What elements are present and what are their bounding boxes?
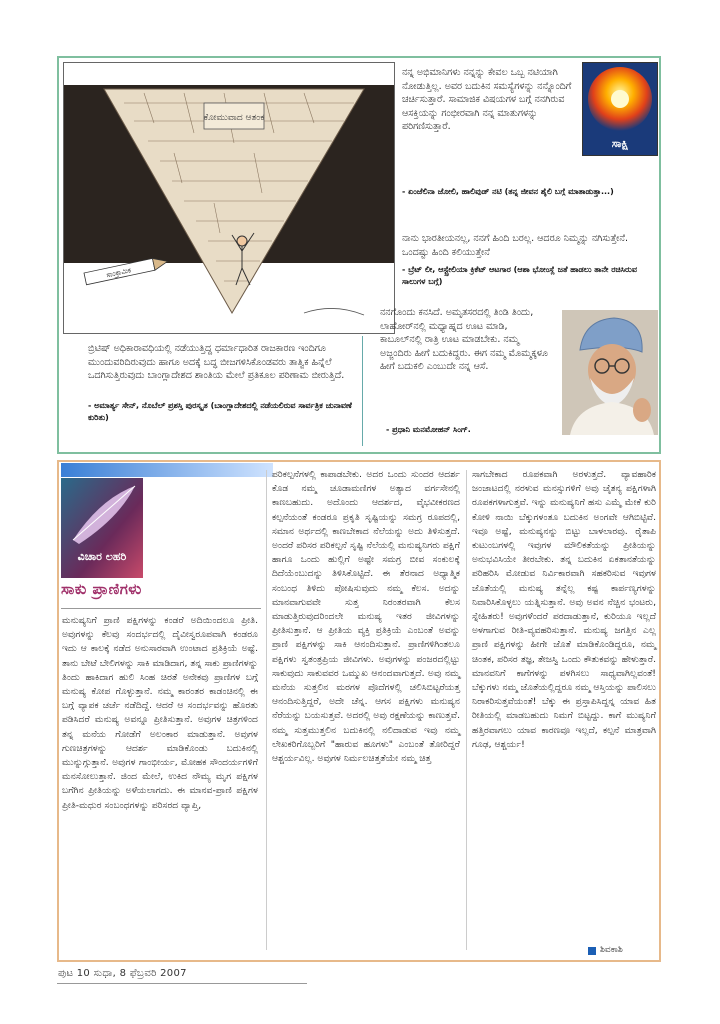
- portrait-icon: [562, 310, 658, 435]
- quote-3-text: ಬ್ರಿಟಿಷ್ ಅಧಿಕಾರಾವಧಿಯಲ್ಲಿ ನಡೆಯುತ್ತಿದ್ದ ಧರ್ಮಾಧಾರಿತ ರಾಜಕಾರಣ ಇಂದಿಗೂ ಮುಂದುವರಿದಿರುವುದು ಹಾಗೂ ಅದಕ್ಕೆ ಬದ್ಧ ಬೀಜಗಳಿಸಿಕೊಂಡವರು ತಾತ್ವಿಕ ಹಿನ್ನೆಲೆ ಒದಗಿಸುತ್ತಿರುವುದು ಬಾಂಗ್ಲಾದೇಶದ ಶಾಂತಿಯ ಮೇಲೆ ಪ್ರತಿಕೂಲ ಪರಿಣಾಮ ಬೀರುತ್ತಿದೆ.: [88, 343, 345, 382]
- article-column-3: ಸಾಗಬೇಕಾದ ರೂಪಕವಾಗಿ ಅರಳುತ್ತದೆ. ವ್ಯಾವಹಾರಿಕ ಜಂಜಾಟದಲ್ಲಿ ನರಳುವ ಮನಸ್ಸುಗಳಿಗೆ ಅವು ಚೈತನ್ಯ ಪಕ್ಷಿಗಳಾಗಿ ರೂಪಕಗಳಾಗುತ್ತವೆ. ಇನ್ನು ಮನುಷ್ಯನಿಗೆ ಹಸು ಎಮ್ಮೆ ಮೇಕೆ ಕುರಿ ಕೋಳಿ ನಾಯಿ ಬೆಕ್ಕುಗಳಂತೂ ಬದುಕಿನ ಅಂಗವೇ ಆಗಿಬಿಟ್ಟಿವೆ. ಇವೂ ಅಷ್ಟೆ, ಮನುಷ್ಯನನ್ನು ಬಿಟ್ಟು ಬಾಳಲಾರವು. ರೈತಾಪಿ ಕುಟುಂಬಗಳಲ್ಲಿ ಇವುಗಳ ಮೌಲಿಕತೆಯನ್ನು ಪ್ರೀತಿಯನ್ನು ಅನುಭವಿಸಿಯೇ ತೀರಬೇಕು. ತನ್ನ ಬದುಕಿನ ಏಕತಾನತೆಯನ್ನು ಪರಿಹರಿಸಿ ಮೋಡುವ ನಿರ್ವಿಕಾರವಾಗಿ ಸಹಕರಿಸುವ ಇವುಗಳ ಜೊತೆಯಲ್ಲಿ ಮನುಷ್ಯ ತನ್ನೆಲ್ಲ ಕಷ್ಟ ಕಾರ್ಪಣ್ಯಗಳನ್ನು ನಿವಾರಿಸಿಕೊಳ್ಳಲು ಯತ್ನಿಸುತ್ತಾನೆ. ಅವು ಅವನ ನೆಚ್ಚಿನ ಭಂಟರು, ಸ್ನೇಹಿತರು! ಅವುಗಳೆಂದರೆ ಪರದಾಡುತ್ತಾನೆ, ಕುರಿಯೂ ಇಲ್ಲದೆ ಅಳಗಾಗುವ ರೀತಿ-ವ್ಯವಹರಿಸುತ್ತಾನೆ. ಮನುಷ್ಯ ಜಗತ್ತಿನ ಎಲ್ಲ ಪ್ರಾಣಿ ಪಕ್ಷಿಗಳನ್ನು ಹೀಗೇ ಜೊತೆ ಮಾಡಿಕೊಂಡಿದ್ದರೂ, ನಮ್ಮ ಚಿಂತಕ, ಪರಿಸರ ತಜ್ಞ, ತೇಜಸ್ವಿ ಒಂದು ಕೌತುಕವನ್ನು ಹೇಳುತ್ತಾರೆ. ಮಾನವನಿಗೆ ಕಾಗೆಗಳನ್ನು ಪಳಗಿಸಲು ಸಾಧ್ಯವಾಗಿಲ್ಲವಂತೆ! ಬೆಕ್ಕುಗಳು ನಮ್ಮ ಜೊತೆಯಲ್ಲಿದ್ದರೂ ನಮ್ಮ ಆಸ್ತಿಯನ್ನು ಪಾಲಿಸಲು ನಿರಾಕರಿಸುತ್ತವೆಯಂತೆ! ಬೆಕ್ಕು ಈ ಪ್ರಸ್ತಾಪಿಸಿದ್ದನ್ನ ಯಾವ ಹಿತ ರೀತಿಯಲ್ಲಿ ಮಾಡಬಹುದು ನಿಮಗೆ ಬಿಟ್ಟದ್ದು. ಕಾಗೆ ಮುಷ್ಯನಿಗೆ ಹತ್ತಿರವಾಗಲು ಯಾವ ಕಾರಣವೂ ಇಲ್ಲದೆ, ಕಲ್ಪನೆ ಮಾತ್ರವಾಗಿ ಗೂಢ, ಆಶ್ಚರ್ಯ!: [472, 469, 656, 750]
- quote-1-attribution: - ಏಂಜೆಲಿನಾ ಜೋಲಿ, ಹಾಲಿವುಡ್ ನಟಿ (ತನ್ನ ಜೀವನ ಶೈಲಿ ಬಗ್ಗೆ ಮಾತಾಡುತ್ತಾ...): [402, 187, 614, 196]
- column-divider-2: [466, 470, 467, 950]
- vichara-lahari-logo: [61, 478, 143, 578]
- cartoon-illustration: [63, 62, 395, 334]
- cartoon-caption-top: ಕೋಮುವಾದ ಆತಂಕ: [203, 113, 265, 123]
- quill-feather-icon: [61, 478, 143, 578]
- article-column-1: ಮನುಷ್ಯನಿಗೆ ಪ್ರಾಣಿ ಪಕ್ಷಿಗಳನ್ನು ಕಂಡರೆ ಅದಿಯಿಂದಲೂ ಪ್ರೀತಿ. ಅವುಗಳನ್ನು ಕೆಲವು ಸಂದರ್ಭದಲ್ಲಿ ದೈವೀಸ್ವರೂಪವಾಗಿ ಕಂಡರೂ ಇದು ಆ ಕಾಲಕ್ಕೆ ನಡೆದ ಅನುಸಾರವಾಗಿ ಉಂಟಾದ ಪ್ರತಿಕ್ರಿಯೆ ಅಷ್ಟೆ. ತಾನು ಬೇಟೆ ಬೇಲಿಗಳನ್ನು ಸಾಕಿ ಮಾಡಿದಾಗ, ತನ್ನ ಸಾಕು ಪ್ರಾಣಿಗಳನ್ನು ತಿಂದು ಹಾಕಿದಾಗ ಹುಲಿ ಸಿಂಹ ಚಿರತೆ ಅನೇಕವು ಪ್ರಾಣಿಗಳ ಬಗ್ಗೆ ಮನುಷ್ಯ ಕೋಪ ಗೊಳ್ಳುತ್ತಾನೆ. ನಮ್ಮ ಕಾರಂತರ ಕಾಡಂಚಿನಲ್ಲಿ ಈ ಬಗ್ಗೆ ವ್ಯಾಪಕ ಚರ್ಚೆ ನಡೆದಿದ್ದೆ. ಆದರೆ ಆ ಸಂದರ್ಭವನ್ನು ಹೊರತು ಪಡಿಸಿದರೆ ಮನುಷ್ಯ ಅವನ್ನೂ ಪ್ರೀತಿಸುತ್ತಾನೆ. ಅವುಗಳ ಚಿತ್ರಗಳಿಂದ ತನ್ನ ಮನೆಯ ಗೋಡೆಗೆ ಅಲಂಕಾರ ಮಾಡುತ್ತಾನೆ. ಅವುಗಳ ಗುಣಚಿತ್ರಗಳನ್ನು ಆದರ್ಶ ಮಾಡಿಕೊಂಡು ಬದುಕಿನಲ್ಲಿ ಮುನ್ನುಗ್ಗುತ್ತಾನೆ. ಅವುಗಳ ಗಾಂಭೀರ್ಯ, ಮೋಹಕ ಸೌಂದರ್ಯಗಳಿಗೆ ಮನಸೋಲುತ್ತಾನೆ. ಜಿಂದ ಮೇಲೆ, ಉಕಿದ ನೌಮ್ಯ ಮೃಗ ಪಕ್ಷಿಗಳ ಬಗೆಗಿನ ಪ್ರೀತಿಯನ್ನು ಅಳೆಯಲಾಗದು. ಈ ಮಾನವ-ಪ್ರಾಣಿ ಪಕ್ಷಿಗಳ ಪ್ರೀತಿ-ಮಧುರ ಸಂಬಂಧಗಳನ್ನು ಪರಿಸರದ ವ್ಯಾಪ್ತಿ,: [62, 615, 258, 811]
- cartoon-drawing: [64, 63, 394, 333]
- manmohan-singh-photo: [562, 310, 658, 435]
- cartoon-caption-bottom: ಸಾಂಕ್ರಾಮಿಕ: [105, 266, 132, 280]
- title-underline: [61, 608, 261, 609]
- article-title: ಸಾಕು ಪ್ರಾಣಿಗಳು: [61, 580, 142, 598]
- page-footer: ಪುಟ 10 ಸುಧಾ, 8 ಫೆಬ್ರವರಿ 2007: [58, 968, 187, 979]
- quote-divider: [362, 336, 363, 446]
- quote-2-attribution: - ಬ್ರೆಟ್ ಲೀ, ಆಸ್ಟ್ರೇಲಿಯಾ ಕ್ರಿಕೆಟ್ ಆಟಗಾರ (ಆಶಾ ಭೋಂಸ್ಲೆ ಜತೆ ಹಾಡಲು ತಾನೇ ರಚಿಸಿರುವ ಸಾಲುಗಳ ಬಗ್ಗೆ): [402, 265, 637, 286]
- author-marker-icon: [588, 947, 596, 955]
- author-signature: ಶಿವಕಾಶಿ: [600, 945, 623, 955]
- footer-rule: [57, 983, 307, 984]
- sakshi-label: ಸಾಕ್ಷಿ: [611, 137, 629, 150]
- quote-4-text: ನನಗೊಂದು ಕನಸಿದೆ. ಅಮೃತಸರದಲ್ಲಿ ತಿಂಡಿ ತಿಂದು, ಲಾಹೋರ್‌ನಲ್ಲಿ ಮಧ್ಯಾಹ್ನದ ಊಟ ಮಾಡಿ, ಕಾಬೂಲ್‌ನಲ್ಲಿ ರಾತ್ರಿ ಊಟ ಮಾಡಬೇಕು. ನಮ್ಮ ಅಜ್ಜಂದಿರು ಹೀಗೆ ಬದುಕಿದ್ದರು. ಈಗ ನಮ್ಮ ಮೊಮ್ಮಕ್ಕಳೂ ಹೀಗೆ ಬದುಕಲಿ ಎಂಬುದೇ ನನ್ನ ಆಸೆ.: [380, 307, 548, 373]
- quote-3-attribution: - ಅಮಾರ್ತ್ಯ ಸೇನ್, ನೊಬೆಲ್ ಪ್ರಶಸ್ತಿ ಪುರಸ್ಕೃತ (ಬಾಂಗ್ಲಾದೇಶದಲ್ಲಿ ನಡೆಯಲಿರುವ ಸಾರ್ವತ್ರಿಕ ಚುನಾವಣೆ ಕುರಿತು): [88, 401, 352, 422]
- column-label: ವಿಚಾರ ಲಹರಿ: [77, 550, 127, 563]
- article-column-2: ಪರಿಕಲ್ಪನೆಗಳಲ್ಲಿ ಕಾಪಾಡಬೇಕು. ಅದರ ಒಂದು ಸುಂದರ ಆದರ್ಶ ಕೊಡ ನಮ್ಮ ಚೂಡಾಮಣಿಗಳ ಅತ್ಯಾದ ವರ್ಗಸೇನಲ್ಲಿ ಕಾಣಬಹುದು. ಅದೊಂದು ಆದರ್ಶದ, ವೈಭವೀಕರಣದ ಕಲ್ಪನೆಯಂತೆ ಕಂಡರೂ ಪ್ರಕೃತಿ ಸೃಷ್ಟಿಯನ್ನು ಸಮಗ್ರ ರೂಪದಲ್ಲಿ, ಸಮಾನ ಅರ್ಥದಲ್ಲಿ ಕಾಣಬೇಕಾದ ನೆಲೆಯನ್ನು ಅದು ತಿಳಿಸುತ್ತದೆ. ಅಂದರೆ ಪರಿಸರ ಪರಿಕಲ್ಪನೆ ಸೃಷ್ಟಿ ನೆಲೆಯಲ್ಲಿ ಮನುಷ್ಯನಿಗರು ಪಕ್ಷಿಗೆ ಹಾಗೂ ಒಂದು ಹುಲ್ಲಿಗೆ ಅಷ್ಟೇ ಸಮಗ್ರ ಬೀವ ಸಂಕುಲಕ್ಕೆ ದಿದೆಯೆಂಬುದನ್ನು ತಿಳಿಸಿಕೊಟ್ಟಿದೆ. ಈ ತೆರನಾದ ಅಧ್ಯಾತ್ಮಿಕ ಸಂಬಂಧ ತಿಳಿದು ಪೋಷಿಸುವುದು ನಮ್ಮ ಕೆಲಸ. ಅದನ್ನು ಮಾನವಾಗುವವೇ ಸುತ್ತ ನಿರಂತರವಾಗಿ ಕೆಲಸ ಮಾಡುತ್ತಿರುವುದರಿಂದಲೇ ಮನುಷ್ಯ ಇತರ ಜೀವಿಗಳನ್ನು ಪ್ರೀತಿಸುತ್ತಾನೆ. ಆ ಪ್ರೀತಿಯ ವ್ಯಕ್ತಿ ಪ್ರತಿಕ್ರಿಯೆ ಎಂಬಂತೆ ಅವನ್ನು ಪ್ರಾಣಿ ಪಕ್ಷಿಗಳನ್ನು ಸಾಕಿ ಆನಂದಿಸುತ್ತಾನೆ. ಪ್ರಾಣಿಗಳಿಗಿಂತಲೂ ಪಕ್ಷಿಗಳು ಸ್ವತಂತ್ರಪ್ರಿಯ ಜೀವಿಗಳು. ಅವುಗಳನ್ನು ಪಂಜರದಲ್ಲಿಟ್ಟು ಸಾಕುವುದು ಸಾಕುವವರ ಒಮ್ಮುಖ ಆನಂದವಾಗುತ್ತದೆ. ಅವು ನಮ್ಮ ಮನೆಯ ಸುತ್ತಲಿನ ಮರಗಳ ಪೊದೆಗಳಲ್ಲಿ ಚಲಿಸಿಬಿಟ್ಟರೆಯತ್ತ ಆನಂದಿಸುತ್ತಿದ್ದರೆ, ಅದೇ ಚೆನ್ನ. ಆಗಸ ಪಕ್ಷಿಗಳು ಮನುಷ್ಯನ ನೆರೆಯನ್ನು ಬಯಸುತ್ತವೆ. ಅದರಲ್ಲಿ ಅವು ರಕ್ಷಣೆಯನ್ನು ಕಾಣುತ್ತವೆ. ನಮ್ಮ ಸುತ್ತಮುತ್ತಲಿನ ಬದುಕಿನಲ್ಲಿ ನಲಿದಾಡುವ ಇವು ನಮ್ಮ ಲೇಖಕರಿಗೊಬ್ಬರಿಗೆ "ಹಾರುವ ಹೂಗಳು" ಎಂಬಂತೆ ತೋರಿದ್ದರೆ ಆಶ್ಚರ್ಯವಿಲ್ಲ. ಅವುಗಳ ನಿರ್ಮಲಚಿತ್ತತೆಯೇ ನಮ್ಮ ಚಿತ್ತ: [272, 469, 460, 765]
- quote-4-attribution: - ಪ್ರಧಾನಿ ಮನಮೋಹನ್ ಸಿಂಗ್.: [386, 425, 471, 434]
- quote-1-text: ನನ್ನ ಅಭಿಮಾನಿಗಳು ನನ್ನನ್ನು ಕೇವಲ ಒಬ್ಬ ನಟಿಯಾಗಿ ನೋಡುತ್ತಿಲ್ಲ. ಅವರ ಬದುಕಿನ ಸಮಸ್ಯೆಗಳನ್ನು ನನ್ನೊಂದಿಗೆ ಚರ್ಚಿಸುತ್ತಾರೆ. ಸಾಮಾಜಿಕ ವಿಷಯಗಳ ಬಗ್ಗೆ ನನಗಿರುವ ಆಸಕ್ತಿಯನ್ನು ಗಂಭೀರವಾಗಿ ನನ್ನ ಮಾತುಗಳನ್ನು ಪರಿಗಣಿಸುತ್ತಾರೆ.: [402, 67, 572, 133]
- quote-2-text: ನಾನು ಭಾರತೀಯನಲ್ಲ, ನನಗೆ ಹಿಂದಿ ಬರಲ್ಲ. ಆದರೂ ನಿಮ್ಮನ್ನು ನಗಿಸುತ್ತೇನೆ. ಒಂದಷ್ಟು ಹಿಂದಿ ಕಲಿಯುತ್ತೇನೆ: [402, 233, 629, 258]
- column-divider-1: [266, 470, 267, 950]
- sakshi-logo: [582, 62, 658, 156]
- column-header-band: [61, 463, 273, 477]
